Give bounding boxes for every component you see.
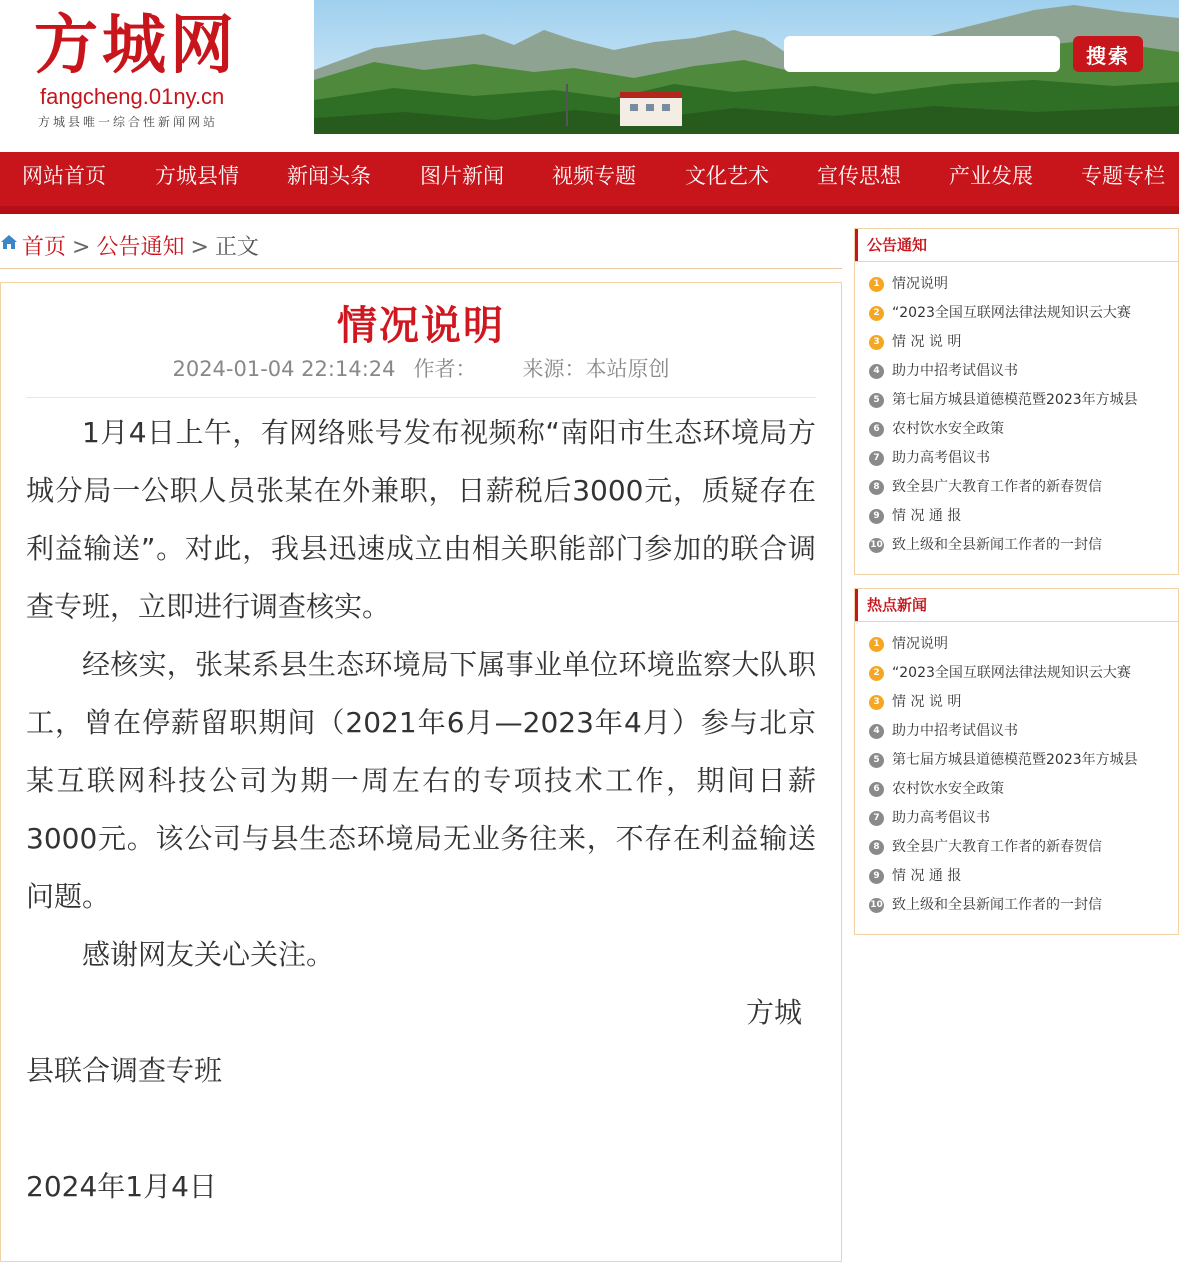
sidebar-notices-list	[855, 262, 1178, 560]
list-item[interactable]	[855, 688, 1178, 717]
rank-badge: 3	[869, 335, 884, 350]
list-item[interactable]	[855, 717, 1178, 746]
nav-item-home[interactable]: 网站首页	[22, 164, 106, 188]
rank-badge: 2	[869, 306, 884, 321]
breadcrumb-current: 正文	[214, 235, 259, 260]
list-item-label: 情 况 通 报	[892, 508, 962, 524]
list-item-label: 第七届方城县道德模范暨2023年方城县	[892, 392, 1138, 408]
list-item-label: 情 况 说 明	[892, 694, 962, 710]
nav-item-photo-news[interactable]: 图片新闻	[420, 164, 504, 188]
main-nav	[0, 152, 1179, 214]
site-logo[interactable]	[0, 0, 314, 140]
list-item-label: 致全县广大教育工作者的新春贺信	[892, 839, 1102, 855]
article-author-label: 作者：	[413, 357, 477, 381]
rank-badge: 5	[869, 753, 884, 768]
rank-badge: 1	[869, 637, 884, 652]
rank-badge: 1	[869, 277, 884, 292]
list-item[interactable]	[855, 444, 1178, 473]
list-item-label: 致全县广大教育工作者的新春贺信	[892, 479, 1102, 495]
nav-item-special[interactable]: 专题专栏	[1081, 164, 1165, 188]
search-input[interactable]	[784, 36, 1060, 72]
list-item-label: 农村饮水安全政策	[892, 781, 1004, 797]
list-item[interactable]	[855, 299, 1178, 328]
breadcrumb	[0, 228, 842, 269]
list-item-label: 致上级和全县新闻工作者的一封信	[892, 897, 1102, 913]
list-item-label: 第七届方城县道德模范暨2023年方城县	[892, 752, 1138, 768]
list-item[interactable]	[855, 357, 1178, 386]
list-item[interactable]	[855, 630, 1178, 659]
nav-item-county-info[interactable]: 方城县情	[155, 164, 239, 188]
logo-wordmark: 方城网	[34, 8, 238, 83]
nav-item-video[interactable]: 视频专题	[552, 164, 636, 188]
rank-badge: 7	[869, 451, 884, 466]
rank-badge: 5	[869, 393, 884, 408]
rank-badge: 10	[869, 538, 884, 553]
article-meta	[0, 354, 842, 384]
meta-divider	[26, 397, 816, 398]
sidebar-notices-panel	[854, 228, 1179, 575]
breadcrumb-separator: >	[190, 235, 209, 260]
list-item[interactable]	[855, 473, 1178, 502]
article-paragraph: 1月4日上午，有网络账号发布视频称“南阳市生态环境局方城分局一公职人员张某在外兼职，日薪税后3000元，质疑存在利益输送”。对此，我县迅速成立由相关职能部门参加的联合调查专班，立即进行调查核实。	[26, 416, 816, 623]
list-item-label: “2023全国互联网法律法规知识云大赛	[892, 665, 1131, 681]
rank-badge: 9	[869, 869, 884, 884]
nav-item-industry[interactable]: 产业发展	[949, 164, 1033, 188]
list-item[interactable]	[855, 531, 1178, 560]
sidebar-hot-news-title: 热点新闻	[855, 589, 1178, 622]
article-body	[26, 404, 816, 1216]
list-item-label: 助力中招考试倡议书	[892, 723, 1018, 739]
nav-item-culture[interactable]: 文化艺术	[685, 164, 769, 188]
logo-slogan: 方城县唯一综合性新闻网站	[38, 115, 219, 129]
rank-badge: 8	[869, 840, 884, 855]
rank-badge: 10	[869, 898, 884, 913]
article-signature-line2: 县联合调查专班	[26, 1054, 223, 1087]
list-item-label: 助力高考倡议书	[892, 810, 990, 826]
nav-item-publicity[interactable]: 宣传思想	[817, 164, 901, 188]
list-item[interactable]	[855, 775, 1178, 804]
rank-badge: 3	[869, 695, 884, 710]
article-signature-line1: 方城	[745, 996, 802, 1029]
rank-badge: 6	[869, 782, 884, 797]
list-item-label: 农村饮水安全政策	[892, 421, 1004, 437]
rank-badge: 6	[869, 422, 884, 437]
sidebar-hot-news-panel	[854, 588, 1179, 935]
rank-badge: 9	[869, 509, 884, 524]
rank-badge: 2	[869, 666, 884, 681]
article-source: 来源：本站原创	[522, 357, 670, 381]
list-item[interactable]	[855, 386, 1178, 415]
nav-bottom-strip	[0, 206, 1179, 214]
list-item[interactable]	[855, 415, 1178, 444]
rank-badge: 4	[869, 724, 884, 739]
list-item[interactable]	[855, 891, 1178, 920]
list-item-label: 助力中招考试倡议书	[892, 363, 1018, 379]
nav-item-headlines[interactable]: 新闻头条	[287, 164, 371, 188]
list-item-label: “2023全国互联网法律法规知识云大赛	[892, 305, 1131, 321]
sidebar-notices-title: 公告通知	[855, 229, 1178, 262]
list-item[interactable]	[855, 659, 1178, 688]
list-item-label: 情况说明	[892, 636, 948, 652]
breadcrumb-home-link[interactable]: 首页	[22, 235, 67, 260]
list-item[interactable]	[855, 328, 1178, 357]
article-paragraph: 经核实，张某系县生态环境局下属事业单位环境监察大队职工，曾在停薪留职期间（2021年6月—2023年4月）参与北京某互联网科技公司为期一周左右的专项技术工作，期间日薪3000元。该公司与县生态环境局无业务往来，不存在利益输送问题。	[26, 648, 816, 913]
rank-badge: 7	[869, 811, 884, 826]
article-paragraph: 感谢网友关心关注。	[82, 938, 335, 971]
list-item[interactable]	[855, 804, 1178, 833]
list-item[interactable]	[855, 270, 1178, 299]
list-item-label: 致上级和全县新闻工作者的一封信	[892, 537, 1102, 553]
list-item-label: 情况说明	[892, 276, 948, 292]
rank-badge: 4	[869, 364, 884, 379]
list-item-label: 情 况 说 明	[892, 334, 962, 350]
rank-badge: 8	[869, 480, 884, 495]
list-item[interactable]	[855, 502, 1178, 531]
home-icon[interactable]	[0, 234, 18, 250]
search-button[interactable]: 搜索	[1073, 36, 1143, 72]
list-item[interactable]	[855, 746, 1178, 775]
sidebar-hot-news-list	[855, 622, 1178, 920]
list-item-label: 情 况 通 报	[892, 868, 962, 884]
breadcrumb-separator: >	[72, 235, 91, 260]
article-datetime: 2024-01-04 22:14:24	[172, 357, 396, 381]
article-title: 情况说明	[337, 303, 505, 349]
article-date: 2024年1月4日	[26, 1170, 217, 1203]
logo-url: fangcheng.01ny.cn	[40, 84, 225, 109]
list-item[interactable]	[855, 862, 1178, 891]
list-item[interactable]	[855, 833, 1178, 862]
breadcrumb-section-link[interactable]: 公告通知	[96, 235, 185, 260]
site-header	[0, 0, 1179, 140]
list-item-label: 助力高考倡议书	[892, 450, 990, 466]
